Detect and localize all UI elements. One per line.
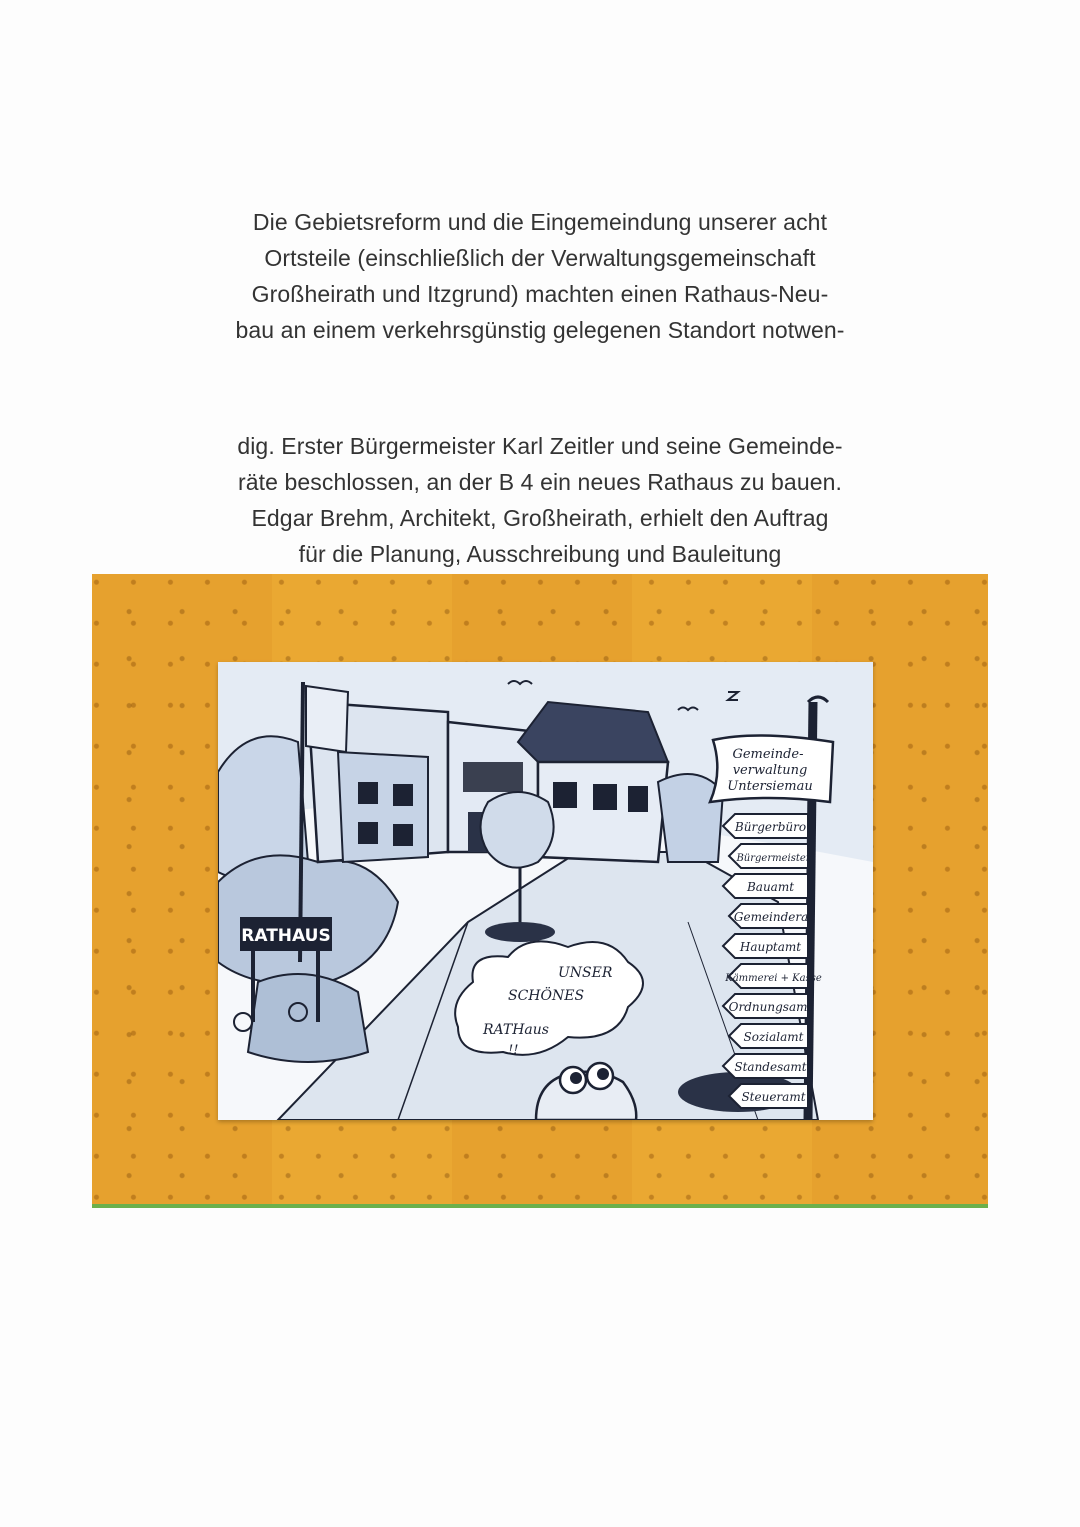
signpost-arrow-label: Hauptamt [739, 940, 802, 954]
speech-text: !! [508, 1043, 519, 1058]
signpost-header-line: Untersiemau [727, 779, 813, 794]
signpost-arrow-label: Ordnungsamt [728, 1000, 813, 1014]
illustration-drawing [218, 662, 873, 1120]
text-line: Großheirath und Itzgrund) machten einen Rathaus-Neu- [251, 281, 829, 307]
speech-text: UNSER [558, 965, 613, 981]
signpost-header-line: Gemeinde- [732, 747, 804, 762]
rathaus-sign-text: RATHAUS [241, 926, 331, 946]
signpost-arrow-label: Sozialamt [743, 1030, 804, 1044]
signpost-header-line: verwaltung [732, 763, 808, 778]
rathaus-illustration [218, 662, 873, 1120]
signpost-arrow-label: Kämmerei + Kasse [725, 973, 822, 984]
speech-text: SCHÖNES [508, 988, 585, 1004]
text-line: bau an einem verkehrsgünstig gelegenen Standort notwen- [235, 317, 845, 343]
speech-text: RATHaus [483, 1022, 549, 1038]
text-line: dig. Erster Bürgermeister Karl Zeitler und seine Gemeinde- [237, 433, 843, 459]
text-line: Edgar Brehm, Architekt, Großheirath, erhielt den Auftrag [251, 505, 829, 531]
text-line: Die Gebietsreform und die Eingemeindung unserer acht [252, 209, 828, 235]
signpost-arrow-label: Bauamt [746, 880, 795, 894]
signpost-arrow-label: Standesamt [734, 1060, 807, 1074]
signpost-arrow-label: Bürgermeister [736, 853, 811, 864]
text-line: für die Planung, Ausschreibung und Bauleitung [298, 541, 782, 567]
signpost-arrow-label: Gemeinderat [733, 910, 814, 924]
signpost-arrow-label: Steueramt [741, 1090, 806, 1104]
text-paragraph-2 [0, 428, 1080, 572]
text-line: Ortsteile (einschließlich der Verwaltungsgemeinschaft [264, 245, 816, 271]
text-line: räte beschlossen, an der B 4 ein neues Rathaus zu bauen. [237, 469, 842, 495]
signpost-arrow-label: Bürgerbüro [734, 820, 807, 834]
text-paragraph-1 [0, 204, 1080, 348]
